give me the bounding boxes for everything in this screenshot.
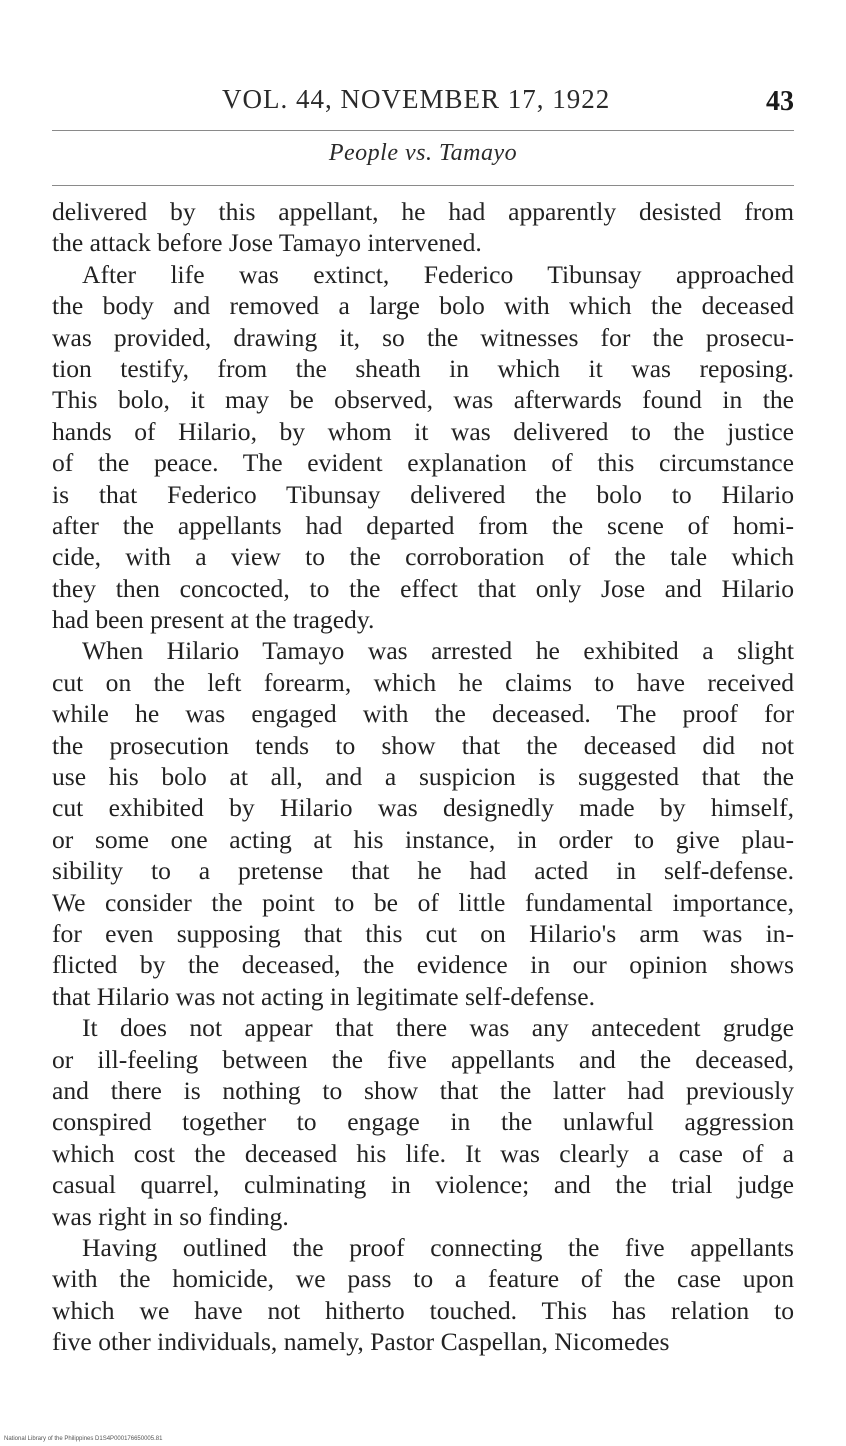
paragraph xyxy=(52,259,794,636)
text-line: Having outlined the proof connecting the five appellants xyxy=(82,1232,794,1262)
text-line: or some one acting at his instance, in order to give plau- xyxy=(52,824,794,854)
text-line: for even supposing that this cut on Hilario's arm was in- xyxy=(52,918,794,948)
paragraph xyxy=(52,1232,794,1358)
text-line: the attack before Jose Tamayo intervened. xyxy=(52,228,482,258)
text-line: After life was extinct, Federico Tibunsay approached xyxy=(82,259,794,289)
text-line: five other individuals, namely, Pastor Caspellan, Nicomedes xyxy=(52,1327,670,1357)
volume-date-line: VOL. 44, NOVEMBER 17, 1922 xyxy=(222,84,611,114)
text-line: while he was engaged with the deceased. The proof for xyxy=(52,699,794,729)
text-line: the body and removed a large bolo with which the deceased xyxy=(52,291,794,321)
text-line: cut exhibited by Hilario was designedly made by himself, xyxy=(52,793,794,823)
page-number: 43 xyxy=(766,86,794,117)
text-line: or ill-feeling between the five appellants and the deceased, xyxy=(52,1044,794,1074)
scan-footer-mark: National Library of the Philippines D1S4P000176650005.81 xyxy=(4,1436,163,1442)
text-line: use his bolo at all, and a suspicion is suggested that the xyxy=(52,762,794,792)
header-rule-top xyxy=(52,130,794,131)
text-line: conspired together to engage in the unlawful aggression xyxy=(52,1107,794,1137)
text-line: casual quarrel, culminating in violence; and the trial judge xyxy=(52,1170,794,1200)
text-line: after the appellants had departed from the scene of homi- xyxy=(52,510,794,540)
text-line: flicted by the deceased, the evidence in our opinion shows xyxy=(52,950,794,980)
text-line: We consider the point to be of little fundamental importance, xyxy=(52,887,794,917)
running-head xyxy=(0,84,846,124)
text-line: which cost the deceased his life. It was clearly a case of a xyxy=(52,1138,794,1168)
text-line: delivered by this appellant, he had apparently desisted from xyxy=(52,197,794,226)
text-line: that Hilario was not acting in legitimate self-defense. xyxy=(52,981,595,1011)
text-line: was right in so finding. xyxy=(52,1201,289,1231)
text-line: hands of Hilario, by whom it was delivered to the justice xyxy=(52,416,794,446)
text-line: cut on the left forearm, which he claims to have received xyxy=(52,667,794,697)
text-line: tion testify, from the sheath in which it was reposing. xyxy=(52,353,794,383)
text-line: cide, with a view to the corroboration of the tale which xyxy=(52,542,794,572)
header-rule-bottom xyxy=(52,185,794,186)
text-line: had been present at the tragedy. xyxy=(52,605,375,635)
text-line: they then concocted, to the effect that only Jose and Hilario xyxy=(52,573,794,603)
text-line: This bolo, it may be observed, was afterwards found in the xyxy=(52,385,794,415)
paragraph xyxy=(52,635,794,1012)
text-line: with the homicide, we pass to a feature of the case upon xyxy=(52,1264,794,1294)
text-line: and there is nothing to show that the latter had previously xyxy=(52,1075,794,1105)
text-line: was provided, drawing it, so the witnesses for the prosecu- xyxy=(52,322,794,352)
text-line: When Hilario Tamayo was arrested he exhibited a slight xyxy=(82,636,794,666)
text-line: which we have not hitherto touched. This has relation to xyxy=(52,1295,794,1325)
text-line: sibility to a pretense that he had acted in self-defense. xyxy=(52,856,794,886)
text-line: the prosecution tends to show that the deceased did not xyxy=(52,730,794,760)
paragraph xyxy=(52,1012,794,1232)
text-line: is that Federico Tibunsay delivered the bolo to Hilario xyxy=(52,479,794,509)
text-line: of the peace. The evident explanation of this circumstance xyxy=(52,448,794,478)
body-text xyxy=(52,196,794,1357)
case-title: People vs. Tamayo xyxy=(328,140,518,166)
text-line: It does not appear that there was any antecedent grudge xyxy=(82,1013,794,1043)
paragraph xyxy=(52,196,794,259)
